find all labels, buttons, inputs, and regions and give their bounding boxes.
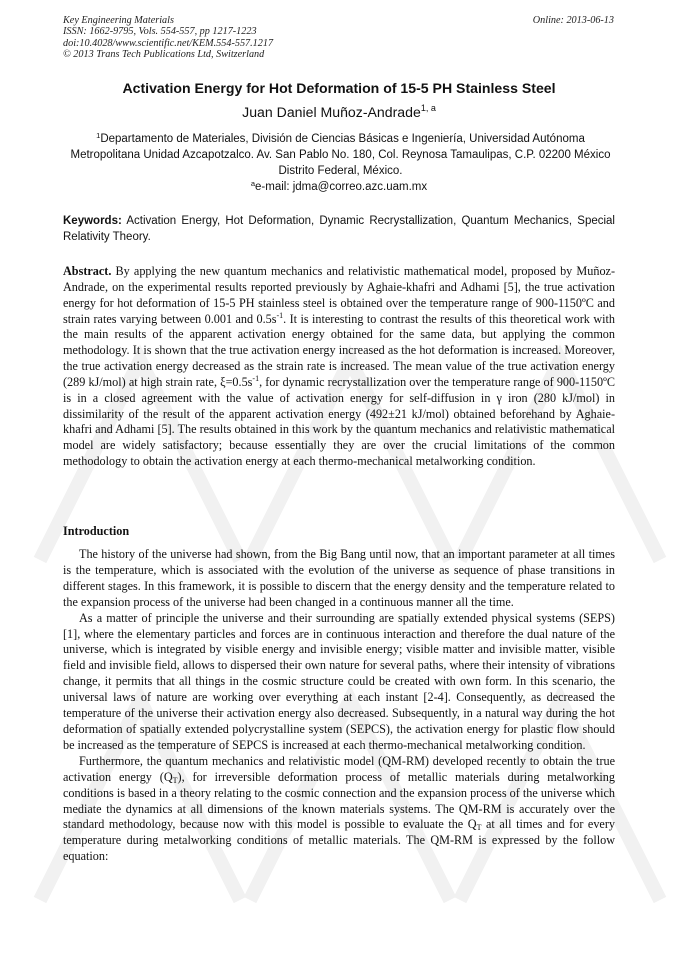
affiliation-text: Departamento de Materiales, División de Ciencias Básicas e Ingeniería, Universidad Autónoma Metropolitana Unidad Azcapotzalco. Av. San Pablo No. 180, Col. Reynosa Tamaulipas, C.P. 02200 México Distrito Federal, México. xyxy=(70,133,611,177)
affiliation-sup: 1 xyxy=(96,131,101,140)
intro-paragraph-2: As a matter of principle the universe and their surrounding are spatially extended physical systems (SEPS) [1], where the elementary particles and forces are in continuous interaction and therefore the dual nature of the universe, which is integrated by visible energy and invisible energy; visible matter and invisible matter, visible field and invisible field, allows to dispersed their own nature for several paths, where their intensity of vibrations change, it permits that all things in the cosmic structure could be created with own form. In this scenario, the universal laws of nature are working over everything at each instant [2-4]. Consequently, as decreased the temperature of the universe their activation energy also decreased. Subsequently, in a natural way during the hot deformation of spatially extended polycrystalline system (SEPCS), the activation energy for plastic flow should be increased as the temperature of SEPCS is increased at each thermo-mechanical metalworking condition. xyxy=(63,610,615,752)
p3-text-c: at all times and for every temperature during metalworking conditions of metallic materials. The QM-RM is expressed by the follow equation: xyxy=(63,817,615,864)
abstract-sup2: -1 xyxy=(252,373,260,383)
abstract-part2: . It is interesting to contrast the results of this theoretical work with the main results of the apparent activation energy obtained for the same data, but applying the common methodology. It is shown that the true activation energy increased as the hot deformation is increased. Moreover, the true activation energy decreased as the strain rate is increased. The mean value of the true activation energy (289 kJ/mol) at high strain rate, ξ=0.5s xyxy=(63,311,615,389)
introduction-body xyxy=(63,547,615,865)
doi-line: doi:10.4028/www.scientific.net/KEM.554-557.1217 xyxy=(63,37,274,49)
author-line xyxy=(63,103,615,120)
intro-paragraph-1: The history of the universe had shown, from the Big Bang until now, that an important parameter at all times is the temperature, which is associated with the evolution of the universe as sequence of phase transitions in different stages. In this framework, it is possible to discern that the energy density and the temperature related to the expansion process of the universe had been changed in a continuous manner all the time. xyxy=(63,547,615,609)
abstract-sup1: -1 xyxy=(276,310,284,320)
abstract-label: Abstract. xyxy=(63,264,112,278)
affiliation xyxy=(68,128,613,179)
email-sup: a xyxy=(250,179,256,188)
p3-text-b: ), for irreversible deformation process of metallic materials during metalworking conditions is based in a theory relating to the cosmic connection and the expansion process of the universe which mediate the dynamics at all dimensions of the known materials systems. The QM-RM is accurately over the standard methodology, because now with this model is possible to evaluate the Q xyxy=(63,769,615,832)
author-name: Juan Daniel Muñoz-Andrade xyxy=(242,104,421,120)
author-sup: 1, a xyxy=(420,103,436,113)
abstract-part1: By applying the new quantum mechanics and relativistic mathematical model, proposed by Muñoz-Andrade, on the experimental results reported previously by Aghaie-khafri and Adhami [5], the true activation energy for hot deformation of 15-5 PH stainless steel is obtained over the temperature range of 900-1150ºC and strain rates varying between 0.001 and 0.5s xyxy=(63,264,616,326)
p3-sub-2: T xyxy=(476,823,482,833)
introduction-heading: Introduction xyxy=(63,524,130,538)
journal-name: Key Engineering Materials xyxy=(63,15,174,26)
intro-paragraph-3 xyxy=(63,754,615,865)
keywords xyxy=(63,213,615,245)
abstract-part3: , for dynamic recrystallization over the temperature range of 900-1150ºC is in a closed agreement with the value of activation energy for self-diffusion in γ iron (280 kJ/mol) in dissimilarity of the result of the apparent activation energy (492±21 kJ/mol) obtained beforehand by Aghaie-khafri and Adhami [5]. The results obtained in this work by the quantum mechanics and relativistic mathematical model are widely satisfactory; because essentially they are over the crucial limitations of the common methodology to obtain the activation energy at each thermo-mechanical metalworking condition. xyxy=(63,374,615,469)
issn-line: ISSN: 1662-9795, Vols. 554-557, pp 1217-1223 xyxy=(63,26,257,38)
keywords-text: Activation Energy, Hot Deformation, Dynamic Recrystallization, Quantum Mechanics, Special Relativity Theory. xyxy=(63,215,615,243)
paper-title: Activation Energy for Hot Deformation of 15-5 PH Stainless Steel xyxy=(122,80,556,96)
p3-sub-1: T xyxy=(172,775,178,785)
online-date: Online: 2013-06-13 xyxy=(532,15,614,26)
email-text: e-mail: jdma@correo.azc.uam.mx xyxy=(255,181,428,193)
keywords-label: Keywords: xyxy=(63,215,122,227)
copyright-line: © 2013 Trans Tech Publications Ltd, Switzerland xyxy=(63,48,265,60)
abstract xyxy=(63,264,615,470)
p3-text-a: Furthermore, the quantum mechanics and relativistic model (QM-RM) developed recently to obtain the true activation energy (Q xyxy=(63,753,615,784)
journal-header xyxy=(63,15,273,60)
email-line xyxy=(63,179,615,193)
